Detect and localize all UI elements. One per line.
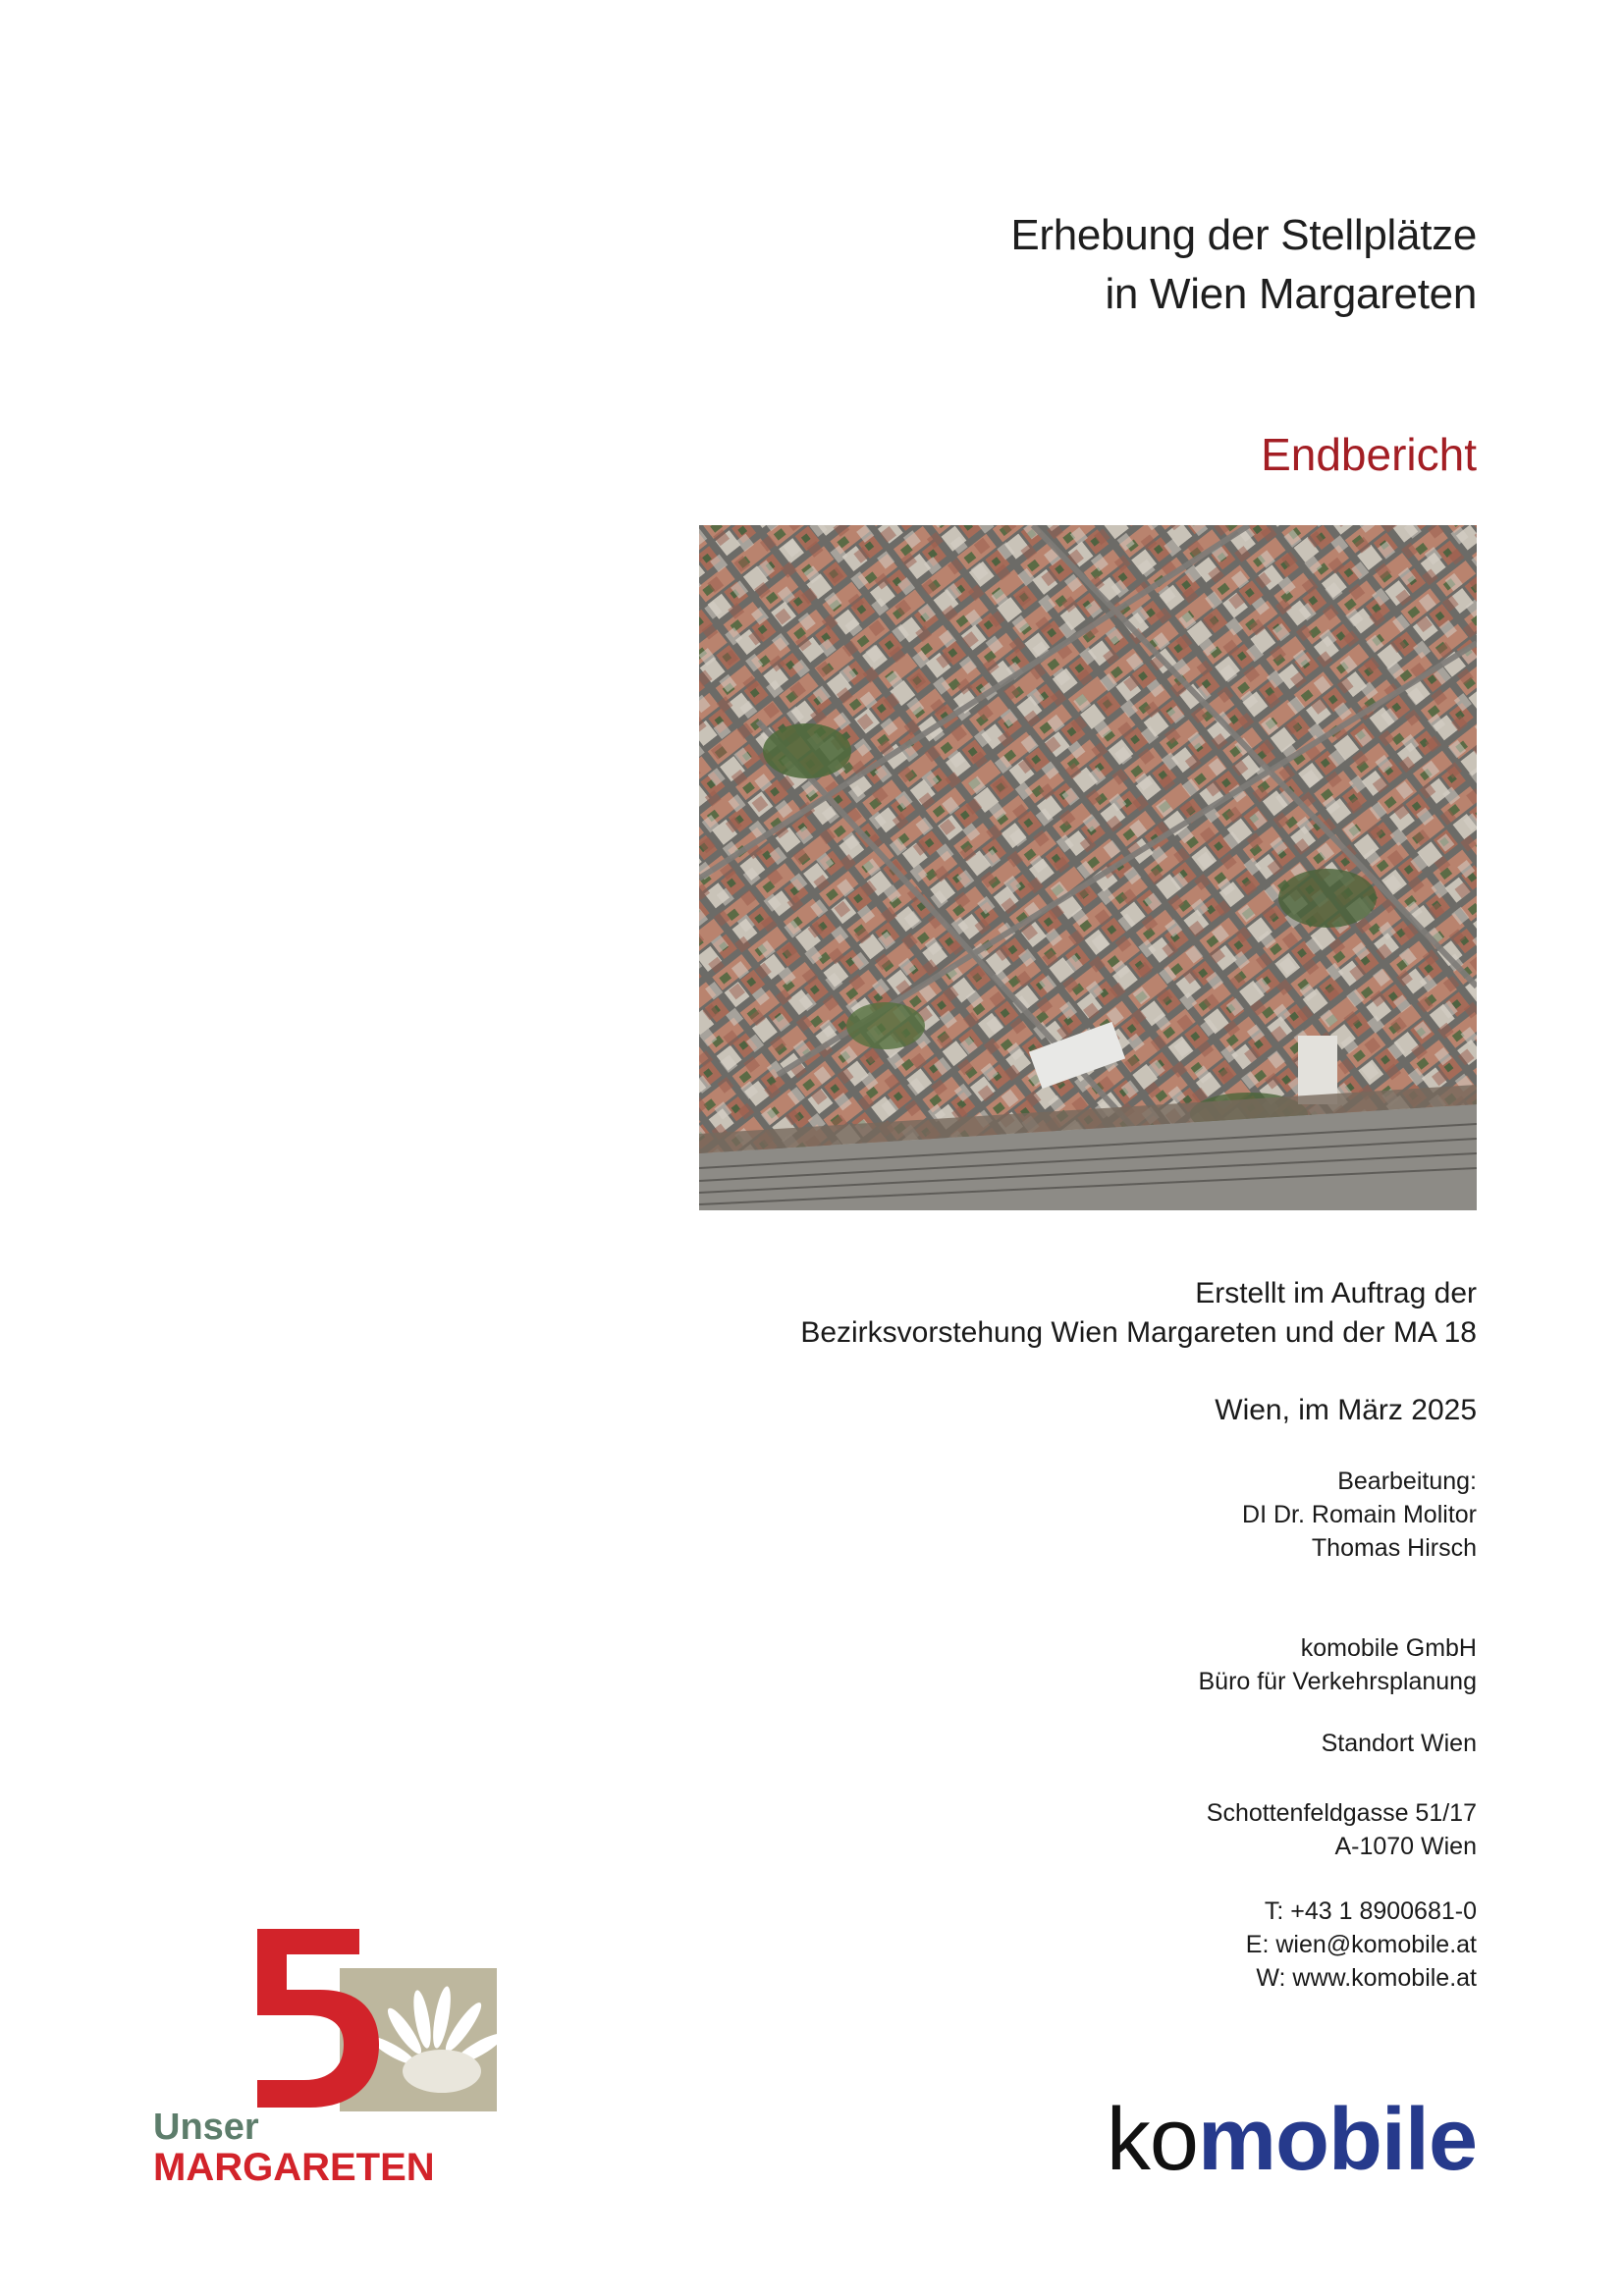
company-name: komobile GmbH (1300, 1634, 1477, 1662)
komobile-logo (1107, 2091, 1477, 2189)
komobile-logo-mobile: mobile (1197, 2091, 1477, 2189)
contact-email[interactable]: E: wien@komobile.at (1245, 1931, 1477, 1958)
editor-name: Thomas Hirsch (1311, 1534, 1477, 1562)
aerial-city-photo (699, 525, 1477, 1210)
logo-unser: Unser (153, 2107, 259, 2148)
company-description: Büro für Verkehrsplanung (1198, 1668, 1477, 1695)
contact-phone: T: +43 1 8900681-0 (1264, 1897, 1477, 1925)
title-line-2: in Wien Margareten (1105, 270, 1477, 318)
contact-web[interactable]: W: www.komobile.at (1256, 1964, 1477, 1992)
unser-margareten-logo (147, 1929, 501, 2184)
commission-line-1: Erstellt im Auftrag der (1195, 1277, 1477, 1309)
title-line-1: Erhebung der Stellplätze (1010, 211, 1477, 259)
commission-line-2: Bezirksvorstehung Wien Margareten und der MA 18 (800, 1316, 1477, 1349)
company-address (1207, 1796, 1477, 1863)
editors-heading: Bearbeitung: (1337, 1468, 1477, 1495)
logo-margareten: MARGARETEN (153, 2146, 435, 2184)
commission-text (800, 1274, 1477, 1353)
report-title (1010, 206, 1477, 324)
komobile-logo-ko: ko (1106, 2091, 1198, 2189)
company-location: Standort Wien (1321, 1730, 1477, 1757)
editors-block (1242, 1465, 1477, 1565)
address-city: A-1070 Wien (1334, 1833, 1477, 1860)
editor-name: DI Dr. Romain Molitor (1242, 1501, 1477, 1528)
address-street: Schottenfeldgasse 51/17 (1206, 1799, 1477, 1827)
contact-block (1246, 1895, 1477, 1995)
company-block (1198, 1631, 1477, 1698)
report-date: Wien, im März 2025 (1215, 1394, 1477, 1426)
report-subtitle: Endbericht (1261, 429, 1477, 480)
